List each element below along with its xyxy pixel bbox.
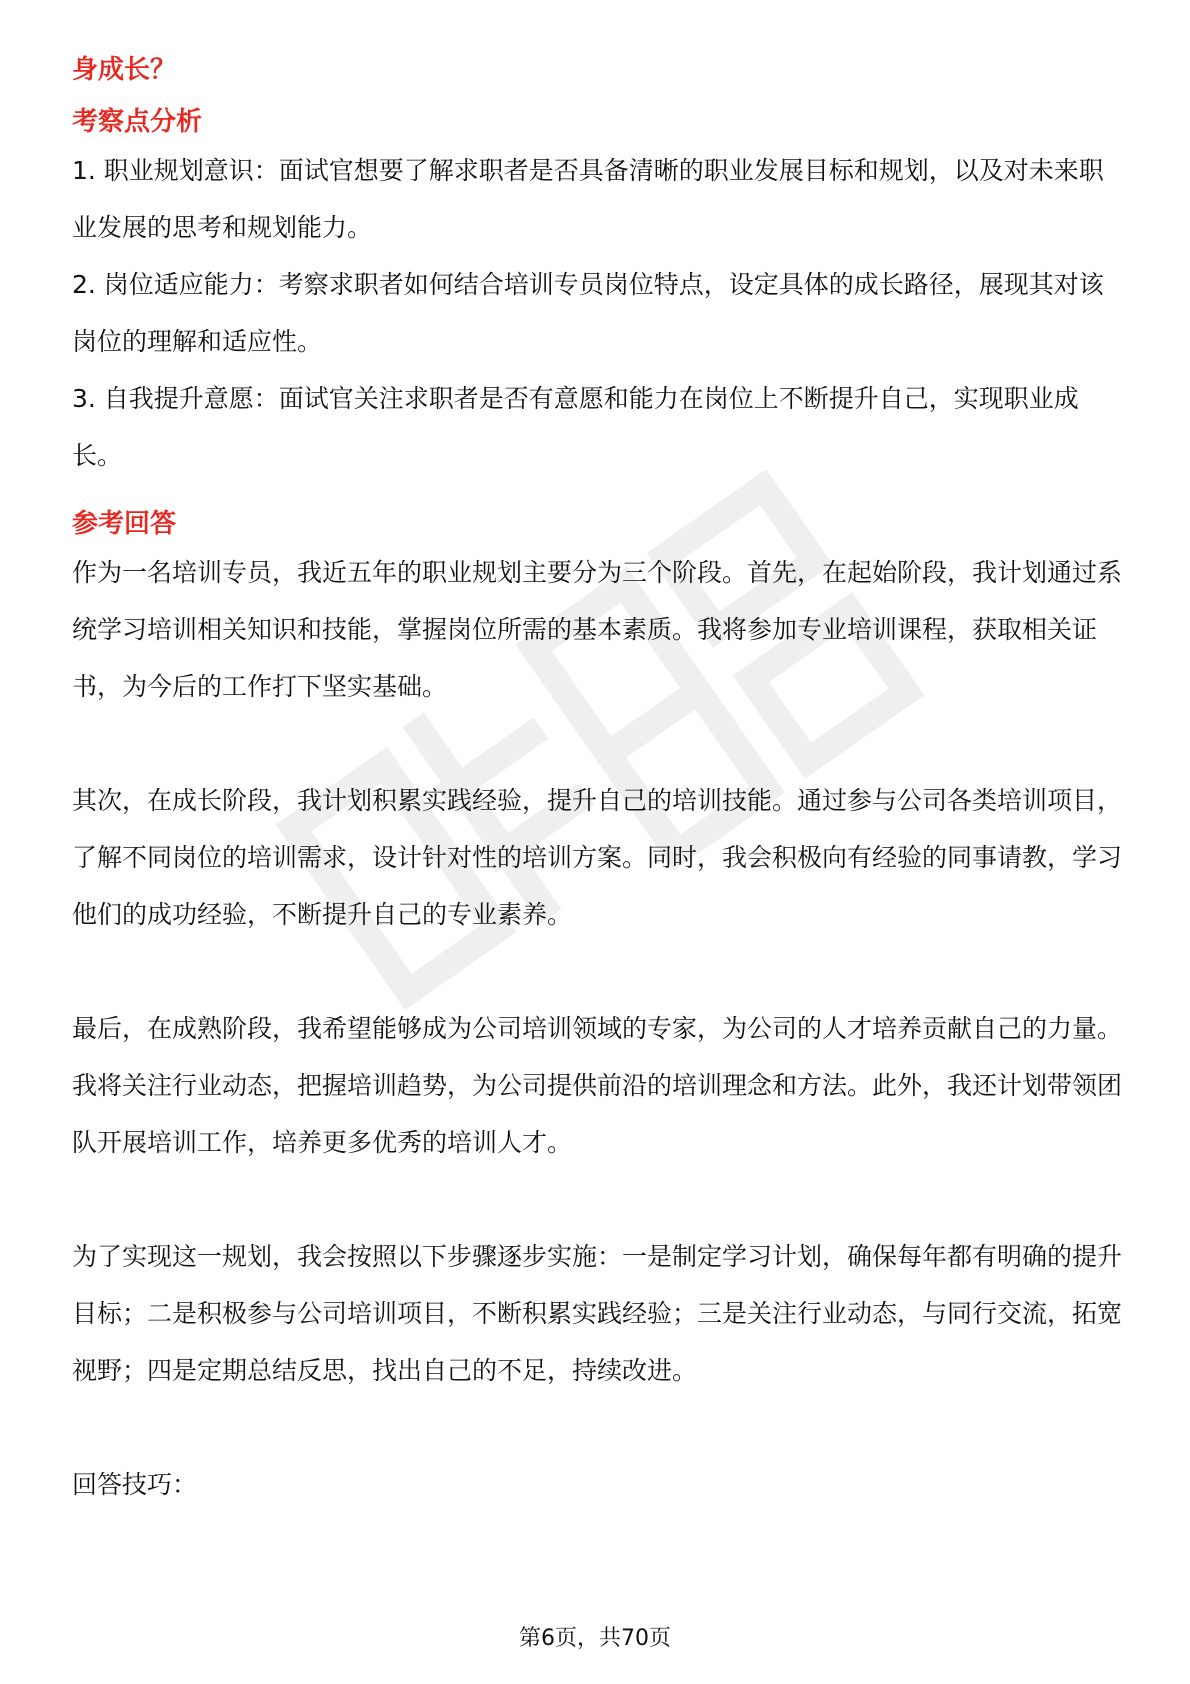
tips-heading: 回答技巧： [72, 1470, 198, 1499]
analysis-heading: 考察点分析 [72, 107, 203, 137]
continued-heading: 身成长？ [72, 55, 177, 85]
paragraph-gap [72, 1171, 1124, 1228]
document-content [72, 50, 1124, 1513]
analysis-point: 1. 职业规划意识：面试官想要了解求职者是否具备清晰的职业发展目标和规划，以及对未来职业发展的思考和规划能力。 [72, 156, 1104, 242]
paragraph-gap [72, 715, 1124, 772]
page-number-footer: 第6页，共70页 [519, 1626, 671, 1651]
paragraph-gap [72, 1399, 1124, 1456]
paragraph-gap [72, 943, 1124, 1000]
answer-paragraph: 其次，在成长阶段，我计划积累实践经验，提升自己的培训技能。通过参与公司各类培训项目，了解不同岗位的培训需求，设计针对性的培训方案。同时，我会积极向有经验的同事请教，学习他们的成功经验，不断提升自己的专业素养。 [72, 786, 1123, 929]
answer-paragraph: 最后，在成熟阶段，我希望能够成为公司培训领域的专家，为公司的人才培养贡献自己的力量。我将关注行业动态，把握培训趋势，为公司提供前沿的培训理念和方法。此外，我还计划带领团队开展培训工作，培养更多优秀的培训人才。 [72, 1014, 1123, 1157]
analysis-point: 3. 自我提升意愿：面试官关注求职者是否有意愿和能力在岗位上不断提升自己，实现职业成长。 [72, 384, 1079, 470]
analysis-point: 2. 岗位适应能力：考察求职者如何结合培训专员岗位特点，设定具体的成长路径，展现其对该岗位的理解和适应性。 [72, 270, 1104, 356]
answer-paragraph: 为了实现这一规划，我会按照以下步骤逐步实施：一是制定学习计划，确保每年都有明确的提升目标；二是积极参与公司培训项目，不断积累实践经验；三是关注行业动态，与同行交流，拓宽视野；四是定期总结反思，找出自己的不足，持续改进。 [72, 1242, 1123, 1385]
answer-heading: 参考回答 [72, 509, 177, 539]
answer-paragraph: 作为一名培训专员，我近五年的职业规划主要分为三个阶段。首先，在起始阶段，我计划通过系统学习培训相关知识和技能，掌握岗位所需的基本素质。我将参加专业培训课程，获取相关证书，为今后的工作打下坚实基础。 [72, 558, 1123, 701]
analysis-points [72, 142, 1124, 484]
answer-body [72, 544, 1124, 1513]
